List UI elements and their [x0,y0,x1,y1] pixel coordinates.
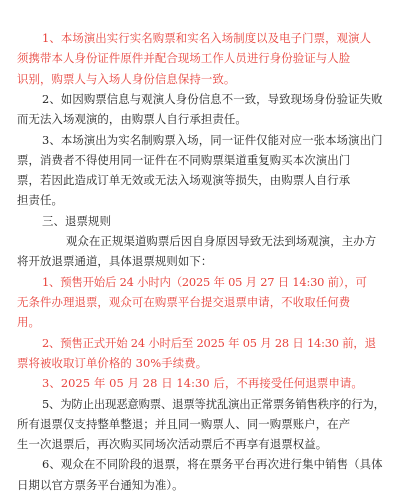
section-heading-refund-rules: 三、退票规则 [42,213,111,228]
rule-3-line-3: 票，若因此造成订单无效或无法入场观演等损失，由购票人自行承 [17,173,351,188]
refund-rule-1-line-2: 无条件办理退票，观众可在购票平台提交退票申请，不收取任何费 [17,295,351,309]
rule-3-line-1: 3、本场演出为实名制购票入场，同一证件仅能对应一张本场演出门 [42,132,383,147]
refund-rule-5-line-1: 5、为防止出现恶意购票、退票等扰乱演出正常票务销售秩序的行为， [42,396,385,411]
rule-3-line-2: 票，消费者不得使用同一证件在不同购票渠道重复购买本次演出门 [17,152,351,167]
refund-rule-1-line-3: 用。 [17,315,40,330]
rule-2-line-1: 2、如因购票信息与观演人身份信息不一致，导致现场身份验证失败 [42,91,383,106]
rule-3-line-4: 担责任。 [17,193,63,208]
refund-rule-2-line-1: 2、预售正式开始 24 小时后至 2025 年 05 月 28 日 14:30 前，退 [42,335,376,350]
refund-rule-6-line-1: 6、观众在不同阶段的退票，将在票务平台再次进行集中销售（具体 [42,457,383,472]
refund-rule-5-line-3: 生一次退票后，再次购买同场次活动票后不再享有退票权益。 [17,437,328,452]
rule-2-line-2: 而无法入场观演的，由购票人自行承担责任。 [17,112,247,127]
refund-rule-6-line-2: 日期以官方票务平台通知为准）。 [17,477,184,492]
refund-rule-2-line-2: 票将被收取订单价格的 30%手续费。 [17,355,208,370]
rule-1-line-2: 须携带本人身份证件原件并配合现场工作人员进行身份验证与人脸 [17,51,351,66]
refund-rule-1-line-1: 1、预售开始后 24 小时内（2025 年 05 月 27 日 14:30 前），可 [42,274,367,289]
rule-1-line-3: 识别，购票人与入场人身份信息保持一致。 [17,71,236,86]
refund-rule-5-line-2: 所有退票仅支持整单整退；并且同一购票人、同一购票账户，在产 [17,416,351,431]
refund-intro-line-2: 将开放退票通道，具体退票规则如下： [17,254,213,269]
rule-1-line-1: 1、本场演出实行实名购票和实名入场制度以及电子门票，观演人 [42,31,372,45]
refund-rule-3-line-1: 3、2025 年 05 月 28 日 14:30 后，不再接受任何退票申请。 [42,376,363,391]
refund-intro-line-1: 观众在正规渠道购票后因自身原因导致无法到场观演，主办方 [66,234,377,248]
